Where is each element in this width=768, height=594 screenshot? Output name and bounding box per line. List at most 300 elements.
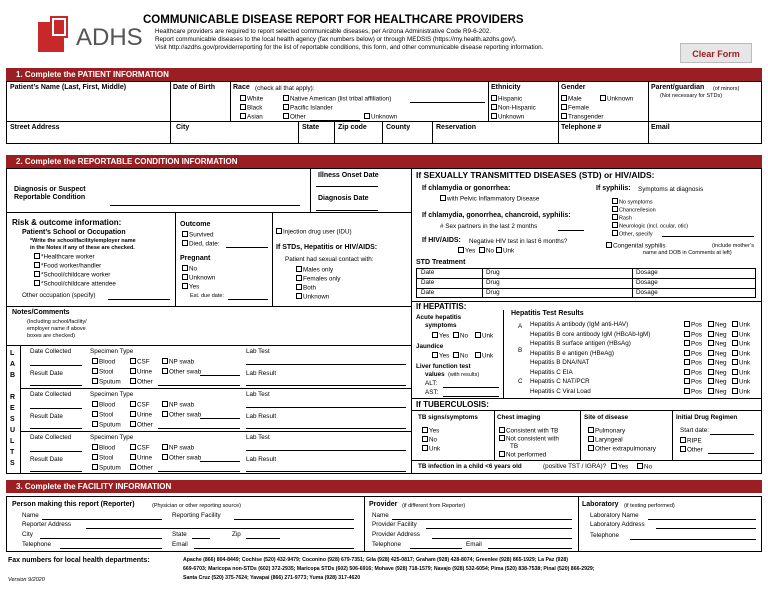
checkbox-icon [561, 113, 567, 119]
checkbox-icon [422, 427, 428, 433]
checkbox-icon [612, 222, 618, 228]
lab2-urine[interactable]: Urine [130, 411, 152, 419]
hep-test-label: Hepatitis A antibody (IgM anti-HAV) [530, 321, 629, 328]
checkbox-icon [612, 206, 618, 212]
lft-values-label: values [425, 371, 445, 378]
checkbox-icon [637, 463, 643, 469]
eth-hispanic[interactable]: Hispanic [491, 95, 522, 103]
lab1-lab-test: Lab Test [246, 348, 270, 355]
std-col-dosage-3: Dosage [636, 289, 658, 296]
checkbox-icon [499, 435, 505, 441]
checkbox-icon [600, 95, 606, 101]
lab2-specimen-label: Specimen Type [90, 391, 134, 398]
checkbox-icon [611, 463, 617, 469]
std-col-drug-1: Drug [486, 269, 500, 276]
std-col-dosage-2: Dosage [636, 279, 658, 286]
contact-males[interactable]: Males only [296, 266, 333, 274]
congenital-note-2: name and DOB in Comments at left) [643, 250, 732, 256]
due-date-label: Est. due date: [190, 293, 224, 299]
checkbox-icon [130, 411, 136, 417]
checkbox-icon [182, 283, 188, 289]
checkbox-icon [440, 195, 446, 201]
lab1-other-swab[interactable]: Other swab [162, 368, 201, 376]
checkbox-icon [182, 240, 188, 246]
checkbox-icon [708, 388, 714, 394]
race-other[interactable]: Other [283, 113, 306, 121]
lab3-result-date: Result Date [30, 456, 63, 463]
regimen-other[interactable]: Other [680, 446, 703, 454]
fax-line-3: Santa Cruz (520) 375-7624; Yavapai (866) 271-9773; Yuma (928) 317-4620 [183, 575, 361, 581]
lab1-blood[interactable]: Blood [92, 358, 115, 366]
checkbox-icon [561, 95, 567, 101]
adhs-logo [38, 14, 156, 56]
hep-result-neg[interactable]: Neg [708, 340, 727, 348]
hepatitis-title: If HEPATITIS: [416, 302, 467, 311]
race-black[interactable]: Black [240, 104, 262, 112]
hep-result-unk[interactable]: Unk [732, 378, 750, 386]
hep-result-neg[interactable]: Neg [708, 369, 727, 377]
site-pulmonary[interactable]: Pulmonary [588, 427, 625, 435]
header-line-2: Report communicable diseases to the local health agency (fax numbers below) or through MEDSIS (https://my.health.azdhs.gov/). [155, 36, 517, 43]
syphilis-label: If syphilis: [596, 185, 631, 192]
lab2-blood[interactable]: Blood [92, 401, 115, 409]
checkbox-icon [130, 454, 136, 460]
other-occupation-label: Other occupation (specify) [22, 292, 96, 299]
section-1-bar: 1. Complete the PATIENT INFORMATION [6, 68, 762, 81]
checkbox-icon [92, 358, 98, 364]
laboratory-note: (if testing performed) [624, 503, 675, 509]
checkbox-icon [162, 444, 168, 450]
checkbox-icon [34, 253, 40, 259]
partners-label: # Sex partners in the last 2 months [440, 223, 538, 230]
gender-label: Gender [561, 84, 586, 91]
hep-result-pos[interactable]: Pos [684, 350, 702, 358]
hiv-label: If HIV/AIDS: [422, 237, 461, 244]
lab3-np[interactable]: NP swab [162, 444, 194, 452]
fax-line-1: Apache (866) 804-8449; Cochise (520) 432-9479; Coconino (928) 679-7351; Gila (928) 425-0817; Graham (928) 428-8074; Greenlee (928) 865-1929; La Paz (928) [183, 557, 568, 563]
acute-unk[interactable]: Unk [475, 332, 493, 340]
laboratory-label: Laboratory [582, 501, 619, 508]
lab2-stool[interactable]: Stool [92, 411, 113, 419]
hep-result-unk[interactable]: Unk [732, 388, 750, 396]
checkbox-icon [708, 359, 714, 365]
checkbox-icon [684, 378, 690, 384]
checkbox-icon [708, 340, 714, 346]
lab3-csf[interactable]: CSF [130, 444, 150, 452]
section-3-bar: 3. Complete the FACILITY INFORMATION [6, 480, 762, 493]
hiv-no[interactable]: No [479, 247, 494, 255]
checkbox-icon [732, 331, 738, 337]
tb-child-note: (positive TST / IGRA)? [543, 463, 607, 470]
checkbox-icon [458, 247, 464, 253]
tb-yes[interactable]: Yes [422, 427, 439, 435]
telephone-label: Telephone # [561, 124, 602, 131]
checkbox-icon [612, 214, 618, 220]
checkbox-icon [162, 401, 168, 407]
parent-label: Parent/guardian [651, 84, 705, 91]
hiv-question: Negative HIV test in last 6 months? [469, 238, 568, 245]
occ-healthcare[interactable]: *Healthcare worker [34, 253, 95, 261]
parent-note-2: (Not necessary for STDs) [660, 93, 723, 99]
checkbox-icon [34, 262, 40, 268]
lab2-np[interactable]: NP swab [162, 401, 194, 409]
race-note: (check all that apply): [255, 85, 315, 92]
lab3-lab-test: Lab Test [246, 434, 270, 441]
chest-tb: TB [510, 443, 519, 450]
checkbox-icon [612, 230, 618, 236]
start-date-label: Start date: [680, 427, 710, 434]
tb-signs-label: TB signs/symptoms [418, 414, 478, 421]
reporter-city-label: City [22, 531, 33, 538]
lab3-blood[interactable]: Blood [92, 444, 115, 452]
checkbox-icon [684, 369, 690, 375]
lab3-specimen-label: Specimen Type [90, 434, 134, 441]
chest-consistent[interactable]: Consistent with TB [499, 427, 558, 435]
std-col-dosage-1: Dosage [636, 269, 658, 276]
lab1-np[interactable]: NP swab [162, 358, 194, 366]
checkbox-icon [708, 321, 714, 327]
hep-result-neg[interactable]: Neg [708, 321, 727, 329]
street-label: Street Address [10, 124, 60, 131]
checkbox-icon [453, 352, 459, 358]
outcome-died[interactable]: Died, date: [182, 240, 219, 248]
checkbox-icon [92, 464, 98, 470]
hep-result-pos[interactable]: Pos [684, 388, 702, 396]
checkbox-icon [732, 369, 738, 375]
checkbox-icon [296, 275, 302, 281]
provider-email-label: Email [466, 541, 482, 548]
syph-neuro[interactable]: Neurologic (incl. ocular, otic) [612, 222, 688, 230]
email-label: Email [651, 124, 670, 131]
gender-transgender[interactable]: Transgender [561, 113, 603, 121]
diagnosis-date-label: Diagnosis Date [318, 195, 369, 202]
checkbox-icon [283, 95, 289, 101]
checkbox-icon [499, 427, 505, 433]
jaundice-no[interactable]: No [453, 352, 468, 360]
checkbox-icon [432, 332, 438, 338]
hep-result-pos[interactable]: Pos [684, 369, 702, 377]
lab3-urine[interactable]: Urine [130, 454, 152, 462]
reporting-facility-label: Reporting Facility [172, 512, 221, 519]
hep-result-unk[interactable]: Unk [732, 331, 750, 339]
reporter-email-label: Email [172, 541, 188, 548]
checkbox-icon [182, 274, 188, 280]
ethnicity-label: Ethnicity [491, 84, 521, 91]
chest-not-performed[interactable]: Not performed [499, 451, 546, 459]
diagnosis-label: Diagnosis or Suspect Reportable Condition [14, 186, 86, 202]
congenital-checkbox[interactable]: Congenital syphilis [606, 242, 666, 250]
congenital-note-1: (include mother’s [712, 243, 754, 249]
hep-result-neg[interactable]: Neg [708, 359, 727, 367]
hep-result-pos[interactable]: Pos [684, 321, 702, 329]
gender-female[interactable]: Female [561, 104, 589, 112]
syph-rash[interactable]: Rash [612, 214, 632, 222]
checkbox-icon [240, 104, 246, 110]
lab2-other[interactable]: Other [130, 421, 153, 429]
school-label: Patient’s School or Occupation [22, 229, 126, 236]
checkbox-icon [364, 113, 370, 119]
lab3-lab-result: Lab Result [246, 456, 277, 463]
lab3-sputum[interactable]: Sputum [92, 464, 121, 472]
race-pacific[interactable]: Pacific Islander [283, 104, 333, 112]
lab2-date-collected: Date Collected [30, 391, 72, 398]
checkbox-icon [276, 228, 282, 234]
std-col-drug-2: Drug [486, 279, 500, 286]
hiv-yes[interactable]: Yes [458, 247, 475, 255]
lab1-stool[interactable]: Stool [92, 368, 113, 376]
checkbox-icon [499, 451, 505, 457]
checkbox-icon [708, 378, 714, 384]
checkbox-icon [296, 293, 302, 299]
tb-unk[interactable]: Unk [422, 445, 440, 453]
hep-result-pos[interactable]: Pos [684, 378, 702, 386]
race-native-american[interactable]: Native American (list tribal affiliation) [283, 95, 391, 103]
tb-child-no[interactable]: No [637, 463, 652, 471]
lab2-lab-result: Lab Result [246, 413, 277, 420]
checkbox-icon [588, 445, 594, 451]
risk-label: Risk & outcome information: [12, 218, 122, 227]
gender-male[interactable]: Male [561, 95, 582, 103]
tb-title: If TUBERCULOSIS: [416, 400, 489, 409]
checkbox-icon [92, 368, 98, 374]
checkbox-icon [130, 401, 136, 407]
hep-result-unk[interactable]: Unk [732, 321, 750, 329]
acute-no[interactable]: No [453, 332, 468, 340]
checkbox-icon [240, 113, 246, 119]
checkbox-icon [130, 444, 136, 450]
preg-unknown[interactable]: Unknown [182, 274, 215, 282]
hep-result-pos[interactable]: Pos [684, 340, 702, 348]
lab1-specimen-label: Specimen Type [90, 348, 134, 355]
lab1-csf[interactable]: CSF [130, 358, 150, 366]
hep-test-label: Hepatitis B DNA/NAT [530, 359, 590, 366]
lab1-sputum[interactable]: Sputum [92, 378, 121, 386]
checkbox-icon [475, 352, 481, 358]
dob-label: Date of Birth [173, 84, 215, 91]
jaundice-unk[interactable]: Unk [475, 352, 493, 360]
ast-label: AST: [425, 389, 439, 396]
provider-facility-label: Provider Facility [372, 521, 417, 528]
notes-sub-3: boxes are checked) [27, 333, 75, 339]
std-col-drug-3: Drug [486, 289, 500, 296]
race-asian[interactable]: Asian [240, 113, 263, 121]
std-treatment-label: STD Treatment [416, 259, 466, 266]
preg-yes[interactable]: Yes [182, 283, 199, 291]
checkbox-icon [491, 104, 497, 110]
std-col-date-1: Date [421, 269, 435, 276]
hep-result-neg[interactable]: Neg [708, 350, 727, 358]
reporter-zip-label: Zip [232, 531, 241, 538]
clear-form-label: Clear Form [692, 49, 740, 59]
checkbox-icon [283, 104, 289, 110]
tb-no[interactable]: No [422, 436, 437, 444]
hiv-unk[interactable]: Unk [496, 247, 514, 255]
hep-result-neg[interactable]: Neg [708, 331, 727, 339]
checkbox-icon [684, 350, 690, 356]
std-title: If SEXUALLY TRANSMITTED DISEASES (STD) or HIV/AIDS: [416, 170, 655, 180]
contact-label: Patient had sexual contact with: [285, 256, 374, 263]
syphilis-note: Symptoms at diagnosis [638, 186, 704, 193]
hep-result-neg[interactable]: Neg [708, 388, 727, 396]
checkbox-icon [491, 113, 497, 119]
adhs-logo-text: ADHS [76, 24, 143, 51]
contact-both[interactable]: Both [296, 284, 316, 292]
checkbox-icon [732, 350, 738, 356]
hep-result-unk[interactable]: Unk [732, 359, 750, 367]
occ-school-attendee[interactable]: *School/childcare attendee [34, 280, 116, 288]
std-hiv-label: If STDs, Hepatitis or HIV/AIDS: [276, 244, 378, 251]
checkbox-icon [588, 427, 594, 433]
chlamydia-label: If chlamydia or gonorrhea: [422, 185, 511, 192]
checkbox-icon [182, 231, 188, 237]
symptoms-label: symptoms [425, 322, 457, 329]
hep-test-label: Hepatitis B core antibody IgM (HBcAb-IgM) [530, 330, 651, 338]
chest-label: Chest imaging [497, 414, 541, 421]
tb-child-yes[interactable]: Yes [611, 463, 628, 471]
acute-label: Acute hepatitis [416, 314, 462, 321]
checkbox-icon [680, 437, 686, 443]
checkbox-icon [92, 454, 98, 460]
hep-results-label: Hepatitis Test Results [511, 310, 584, 317]
lft-note: (with results) [448, 372, 480, 378]
site-label: Site of disease [584, 414, 629, 421]
reporter-telephone-label: Telephone [22, 541, 52, 548]
notes-label: Notes/Comments [12, 309, 70, 316]
provider-address-label: Provider Address [372, 531, 420, 538]
lab1-lab-result: Lab Result [246, 370, 277, 377]
chest-not-consistent[interactable]: Not consistent with [499, 435, 559, 443]
contact-unknown[interactable]: Unknown [296, 293, 329, 301]
version-label: Version 9/2020 [8, 577, 45, 583]
checkbox-icon [732, 321, 738, 327]
section-2-bar: 2. Complete the REPORTABLE CONDITION INFORMATION [6, 155, 762, 168]
hep-result-unk[interactable]: Unk [732, 350, 750, 358]
county-label: County [386, 124, 411, 131]
lab1-other[interactable]: Other [130, 378, 153, 386]
eth-non-hispanic[interactable]: Non-Hispanic [491, 104, 536, 112]
lab2-other-swab[interactable]: Other swab [162, 411, 201, 419]
lab3-stool[interactable]: Stool [92, 454, 113, 462]
provider-telephone-label: Telephone [372, 541, 402, 548]
regimen-ripe[interactable]: RIPE [680, 437, 702, 445]
provider-label: Provider [369, 501, 398, 508]
idu-checkbox[interactable]: Injection drug user (IDU) [276, 228, 352, 236]
gender-unknown[interactable]: Unknown [600, 95, 633, 103]
std-treatment-table [416, 268, 756, 298]
checkbox-icon [296, 266, 302, 272]
checkbox-icon [162, 411, 168, 417]
checkbox-icon [453, 332, 459, 338]
checkbox-icon [491, 95, 497, 101]
checkbox-icon [479, 247, 485, 253]
checkbox-icon [561, 104, 567, 110]
std-col-date-2: Date [421, 279, 435, 286]
checkbox-icon [92, 421, 98, 427]
provider-note: (if different from Reporter) [402, 503, 466, 509]
syph-other[interactable]: Other, specify [612, 230, 653, 238]
header-line-1: Healthcare providers are required to report selected communicable diseases, per Arizona Administrative Code R9-6-202. [155, 28, 492, 35]
reporter-address-label: Reporter Address [22, 521, 72, 528]
checkbox-icon [422, 445, 428, 451]
lab2-csf[interactable]: CSF [130, 401, 150, 409]
parent-note-1: (of minors) [713, 86, 740, 92]
form-title: COMMUNICABLE DISEASE REPORT FOR HEALTHCARE PROVIDERS [143, 14, 524, 26]
lab1-urine[interactable]: Urine [130, 368, 152, 376]
checkbox-icon [732, 359, 738, 365]
checkbox-icon [422, 436, 428, 442]
checkbox-icon [130, 368, 136, 374]
patient-name-label: Patient’s Name (Last, First, Middle) [10, 84, 127, 91]
checkbox-icon [708, 369, 714, 375]
lab2-sputum[interactable]: Sputum [92, 421, 121, 429]
jaundice-yes[interactable]: Yes [432, 352, 449, 360]
hep-test-label: Hepatitis C NAT/PCR [530, 378, 590, 385]
lab3-other-swab[interactable]: Other swab [162, 454, 201, 462]
fax-line-2: 669-6703; Maricopa non-STDs (602) 372-2935; Maricopa STDs (602) 506-6916; Mohave (928) 718-1579; Navajo (928) 532-6054; Pima (520) 838-7538; Pinal (520) 866-2929; [183, 566, 595, 572]
site-laryngeal[interactable]: Laryngeal [588, 436, 623, 444]
hep-result-unk[interactable]: Unk [732, 369, 750, 377]
checkbox-icon [680, 446, 686, 452]
checkbox-icon [684, 340, 690, 346]
contact-females[interactable]: Females only [296, 275, 340, 283]
syph-no-symptoms[interactable]: No symptoms [612, 198, 653, 206]
lab3-other[interactable]: Other [130, 464, 153, 472]
lab1-result-date: Result Date [30, 370, 63, 377]
occ-school-worker[interactable]: *School/childcare worker [34, 271, 110, 279]
hep-result-unk[interactable]: Unk [732, 340, 750, 348]
checkbox-icon [162, 358, 168, 364]
hep-test-label: Hepatitis B surface antigen (HBsAg) [530, 340, 631, 347]
eth-unknown[interactable]: Unknown [491, 113, 524, 121]
reporter-note: (Physician or other reporting source) [152, 503, 241, 509]
lab1-date-collected: Date Collected [30, 348, 72, 355]
hep-test-label: Hepatitis C Viral Load [530, 387, 591, 395]
checkbox-icon [92, 411, 98, 417]
syphilis-question-label: If chlamydia, gonorrhea, chancroid, syphilis: [422, 212, 571, 219]
checkbox-icon [130, 464, 136, 470]
hep-result-pos[interactable]: Pos [684, 331, 702, 339]
outcome-label: Outcome [180, 221, 211, 228]
race-unknown[interactable]: Unknown [364, 113, 397, 121]
checkbox-icon [588, 436, 594, 442]
pregnant-label: Pregnant [180, 255, 211, 262]
pid-checkbox[interactable]: with Pelvic Inflammatory Disease [440, 195, 539, 203]
lab-side-letters: L A B R E S U L T S [10, 350, 16, 467]
hep-result-neg[interactable]: Neg [708, 378, 727, 386]
checkbox-icon [684, 321, 690, 327]
checkbox-icon [732, 388, 738, 394]
checkbox-icon [684, 359, 690, 365]
hep-group-c: C [518, 378, 523, 385]
notes-textarea[interactable] [92, 310, 408, 343]
acute-yes[interactable]: Yes [432, 332, 449, 340]
race-white[interactable]: White [240, 95, 263, 103]
race-label: Race [233, 84, 250, 91]
adhs-logo-mark-icon [38, 16, 70, 52]
checkbox-icon [162, 368, 168, 374]
hep-result-pos[interactable]: Pos [684, 359, 702, 367]
zip-label: Zip code [338, 124, 367, 131]
outcome-survived[interactable]: Survived [182, 231, 214, 239]
regimen-label: Initial Drug Regimen [676, 414, 738, 421]
checkbox-icon [162, 454, 168, 460]
site-extrapulmonary[interactable]: Other extrapulmonary [588, 445, 656, 453]
occ-food[interactable]: *Food worker/handler [34, 262, 101, 270]
syph-chancre[interactable]: Chancre/lesion [612, 206, 656, 214]
checkbox-icon [130, 378, 136, 384]
preg-no[interactable]: No [182, 265, 197, 273]
clear-form-button[interactable] [680, 43, 752, 63]
